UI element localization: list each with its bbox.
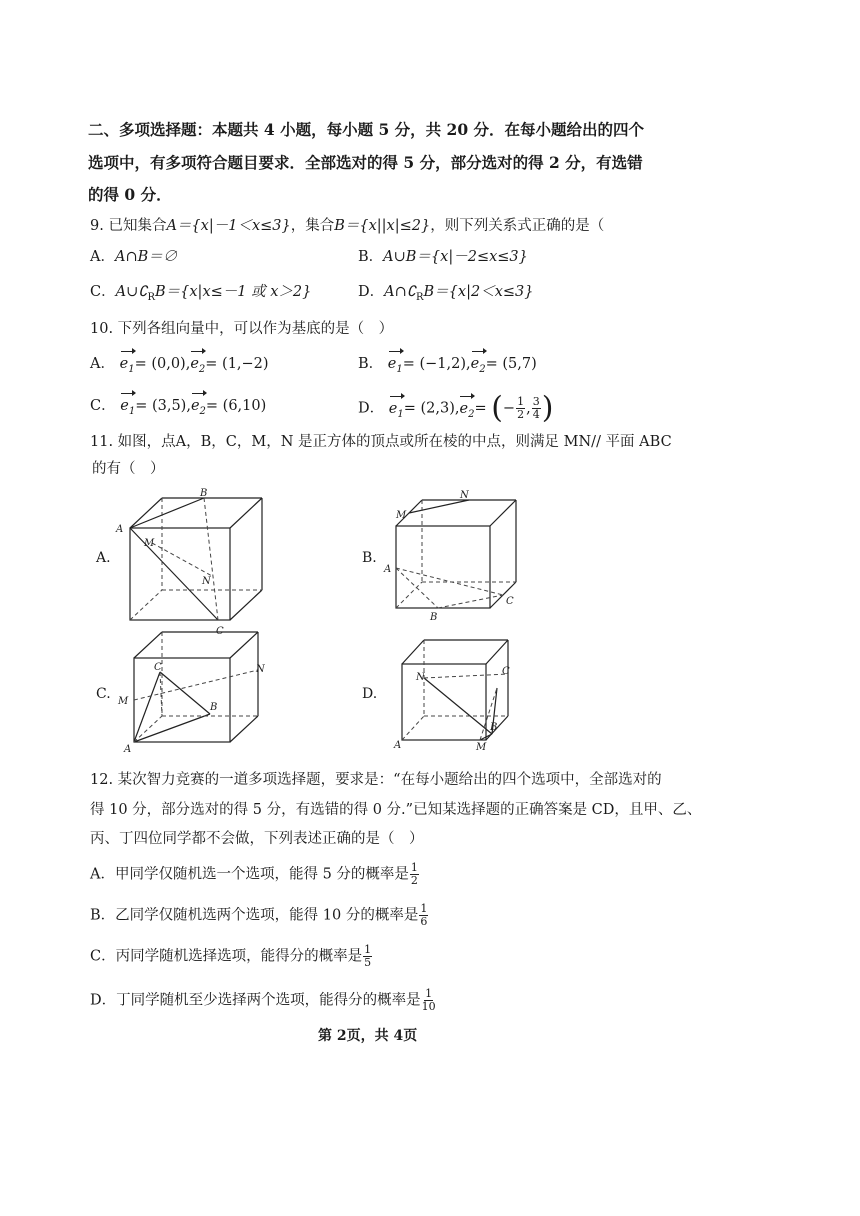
- q9-option-c-label: C．: [90, 284, 116, 300]
- q10-option-d-e1: = (2,3),: [403, 400, 460, 417]
- vector-sub: 1: [396, 363, 403, 375]
- point-c-label: C: [154, 662, 162, 673]
- fraction-numerator: 1: [517, 395, 525, 408]
- point-b-label: B: [200, 488, 208, 499]
- q9-option-d: [358, 282, 533, 308]
- q10-option-b-e2: = (5,7): [485, 356, 537, 372]
- q12-option-a-text: A．甲同学仅随机选一个选项，能得 5 分的概率是: [90, 866, 409, 883]
- vector-sub: 2: [198, 363, 206, 375]
- point-c-label: C: [502, 666, 510, 677]
- q10-option-d-label: D．: [358, 400, 385, 417]
- point-n-label: N: [202, 576, 211, 587]
- q12-stem-line-3: 丙、丁四位同学都不会做，下列表述正确的是（ ）: [90, 831, 424, 847]
- q12-option-d-fraction: [422, 988, 436, 1013]
- fraction-denominator: 10: [421, 1000, 436, 1013]
- vector-letter: e: [470, 356, 480, 372]
- point-b-label: B: [210, 702, 218, 713]
- q9-text-3: ，则下列关系式正确的是（: [430, 218, 605, 234]
- q10-option-d-e2: =: [474, 400, 487, 417]
- point-a-label: A: [384, 564, 392, 575]
- q10-option-b-e1: = (−1,2),: [402, 356, 471, 372]
- fraction-numerator: 1: [420, 902, 428, 915]
- point-m-label: M: [144, 538, 155, 549]
- vector-sub: 1: [128, 363, 135, 375]
- point-c-label: C: [216, 626, 224, 637]
- q9-option-c-sub: R: [147, 291, 155, 303]
- q12-option-a: [90, 862, 420, 887]
- point-n-label: N: [256, 664, 265, 675]
- vector-e2-symbol: [459, 399, 474, 425]
- vector-sub: 2: [479, 363, 486, 375]
- q10-option-d: [358, 390, 554, 426]
- q10-option-b: [358, 354, 537, 380]
- q10-d-fraction-1: [516, 396, 525, 421]
- section-header-line-2: 选项中，有多项符合题目要求．全部选对的得 5 分，部分选对的得 2 分，有选错: [88, 153, 643, 172]
- fraction-numerator: 1: [425, 987, 433, 1000]
- vector-letter: e: [190, 356, 199, 372]
- q9-option-a: [90, 247, 177, 267]
- q10-stem-text: 下列各组向量中，可以作为基底的是（ ）: [117, 321, 394, 337]
- q9-set-b: B＝{x||x|≤2}: [334, 218, 431, 234]
- vector-e1-symbol: [388, 354, 403, 380]
- q10-option-a-label: A．: [90, 356, 115, 372]
- point-n-label: N: [416, 672, 425, 683]
- q10-option-a-e1: = (0,0),: [134, 356, 191, 372]
- q9-option-b: [358, 247, 528, 267]
- section-header-line-1: 二、多项选择题：本题共 4 小题，每小题 5 分，共 20 分．在每小题给出的四个: [88, 120, 645, 139]
- q9-option-d-pre: A∩∁: [384, 284, 416, 300]
- point-b-label: B: [490, 722, 498, 733]
- q10-option-b-label: B．: [358, 356, 384, 372]
- fraction-numerator: 1: [364, 943, 372, 956]
- q9-text-1: 已知集合: [108, 218, 167, 234]
- vector-sub: 2: [199, 405, 206, 417]
- q9-option-a-label: A．: [90, 249, 115, 265]
- left-paren: (: [491, 390, 503, 426]
- q10-number: 10.: [90, 321, 114, 337]
- vector-sub: 1: [128, 405, 136, 417]
- point-a-label: A: [124, 744, 132, 754]
- vector-e1-symbol: [389, 399, 404, 425]
- q10-d-fraction-2: [532, 396, 541, 421]
- fraction-numerator: 3: [532, 395, 540, 408]
- q12-stem-line-2: 得 10 分，部分选对的得 5 分，有选错的得 0 分.”已知某选择题的正确答案是 CD，且甲、乙、: [90, 802, 702, 818]
- q9-option-c: [90, 282, 311, 308]
- vector-sub: 2: [468, 408, 475, 420]
- q11-stem-line-1: [90, 432, 672, 452]
- q10-option-c: [90, 396, 266, 422]
- point-m-label: M: [396, 510, 407, 521]
- point-c-label: C: [506, 596, 514, 607]
- point-a-label: A: [116, 524, 124, 535]
- q11-figure-d: [384, 630, 534, 752]
- right-paren: ): [541, 390, 554, 426]
- q11-figure-b: [380, 486, 540, 626]
- point-b-label: B: [430, 612, 438, 623]
- vector-letter: e: [459, 400, 469, 417]
- q11-figure-a-label: A.: [96, 550, 111, 566]
- q12-option-d-text: D．丁同学随机至少选择两个选项，能得分的概率是: [90, 992, 421, 1009]
- q11-figure-c: [114, 624, 284, 754]
- fraction-denominator: 5: [364, 956, 372, 969]
- q9-option-c-pre: A∪∁: [115, 284, 148, 300]
- vector-letter: e: [388, 400, 398, 417]
- q11-figure-d-label: D.: [362, 686, 378, 702]
- q9-stem: [90, 216, 604, 236]
- q9-option-d-post: B＝{x|2＜x≤3}: [423, 284, 534, 300]
- page-footer: 第 2页，共 4页: [318, 1028, 418, 1044]
- q9-set-a: A＝{x|－1＜x≤3}: [166, 218, 291, 234]
- q11-stem-line-2: 的有（ ）: [92, 461, 165, 477]
- fraction-denominator: 2: [410, 874, 418, 887]
- q11-number: 11.: [90, 434, 114, 450]
- q9-option-a-text: A∩B＝∅: [114, 249, 178, 265]
- q10-option-a: [90, 354, 269, 380]
- q11-figure-a: [114, 488, 274, 638]
- vector-letter: e: [387, 356, 397, 372]
- q10-option-c-label: C．: [90, 398, 116, 414]
- q9-option-b-label: B．: [358, 249, 384, 265]
- vector-e2-symbol: [471, 354, 486, 380]
- q12-stem-text-1: 某次智力竞赛的一道多项选择题，要求是：“在每小题给出的四个选项中，全部选对的: [117, 772, 662, 788]
- q12-number: 12.: [90, 772, 114, 788]
- section-header-line-3: 的得 0 分．: [88, 185, 172, 204]
- q11-figure-c-label: C.: [96, 686, 111, 702]
- vector-letter: e: [120, 398, 129, 414]
- q9-option-d-label: D．: [358, 284, 385, 300]
- point-m-label: M: [118, 696, 129, 707]
- vector-e1-symbol: [120, 354, 135, 380]
- q12-option-b-text: B．乙同学仅随机选两个选项，能得 10 分的概率是: [90, 907, 419, 924]
- q9-text-2: ，集合: [290, 218, 335, 234]
- vector-sub: 1: [397, 408, 404, 420]
- vector-e2-symbol: [190, 354, 205, 380]
- q12-option-d: [90, 988, 437, 1013]
- vector-e2-symbol: [191, 396, 206, 422]
- q12-option-a-fraction: [410, 862, 419, 887]
- q12-stem-line-1: [90, 770, 662, 790]
- q12-option-c: [90, 944, 373, 969]
- minus-sign: −: [502, 400, 516, 417]
- q10-option-c-e1: = (3,5),: [135, 398, 191, 414]
- fraction-denominator: 6: [420, 915, 428, 928]
- point-n-label: N: [460, 490, 469, 501]
- q10-option-a-e2: = (1,−2): [205, 356, 269, 372]
- vector-letter: e: [119, 356, 129, 372]
- point-a-label: A: [394, 740, 402, 751]
- q9-option-b-text: A∪B＝{x|－2≤x≤3}: [383, 249, 528, 265]
- q12-option-b-fraction: [419, 903, 428, 928]
- q12-option-c-fraction: [363, 944, 372, 969]
- q12-option-c-text: C．丙同学随机选择选项，能得分的概率是: [90, 948, 363, 965]
- vector-letter: e: [190, 398, 200, 414]
- fraction-denominator: 2: [517, 408, 525, 421]
- fraction-denominator: 4: [532, 408, 540, 421]
- q9-option-c-post: B＝{x|x≤－1 或 x＞2}: [155, 284, 312, 300]
- q11-stem-text-1: 如图，点A，B，C，M，N 是正方体的顶点或所在棱的中点，则满足 MN// 平面 ABC: [117, 434, 672, 450]
- q10-stem: [90, 319, 393, 339]
- point-m-label: M: [476, 742, 487, 752]
- q12-option-b: [90, 903, 429, 928]
- vector-e1-symbol: [120, 396, 135, 422]
- q9-number: 9.: [90, 218, 104, 234]
- q10-option-c-e2: = (6,10): [205, 398, 267, 414]
- q11-figure-b-label: B.: [362, 550, 377, 566]
- fraction-numerator: 1: [410, 861, 418, 874]
- q9-option-d-sub: R: [416, 291, 424, 303]
- comma: ,: [526, 400, 531, 417]
